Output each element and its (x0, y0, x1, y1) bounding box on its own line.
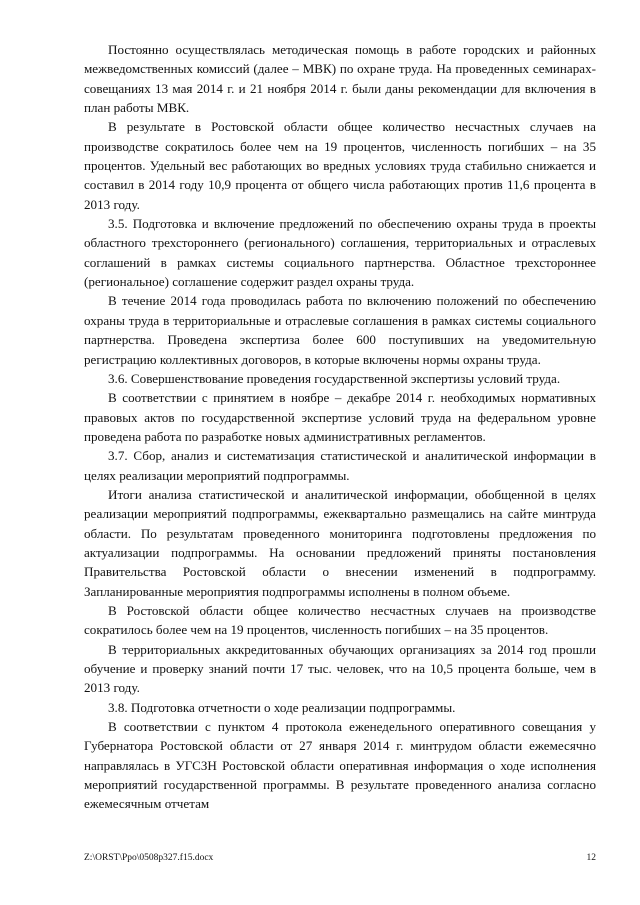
paragraph: В течение 2014 года проводилась работа по включению положений по обеспечению охраны труда в территориальные и отраслевые соглашения в рамках системы социального партнерства. Проведена экспертиза более 600 поступивших на уведомительную регистрацию коллективных договоров, в которые включены нормы охраны труда. (84, 293, 596, 367)
page-number: 12 (586, 853, 596, 863)
paragraph: В результате в Ростовской области общее количество несчастных случаев на производстве сократилось более чем на 19 процентов, численность погибших – на 35 процентов. Удельный вес работающих во вредных условиях труда стабильно снижается и составил в 2014 году 10,9 процента от общего числа работающих против 11,6 процента в 2013 году. (84, 119, 596, 212)
document-body (84, 40, 596, 814)
paragraph: Постоянно осуществлялась методическая помощь в работе городских и районных межведомственных комиссий (далее – МВК) по охране труда. На проведенных семинарах-совещаниях 13 мая 2014 г. и 21 ноября 2014 г. были даны рекомендации для включения в план работы МВК. (84, 42, 596, 116)
paragraph: В соответствии с пунктом 4 протокола еженедельного оперативного совещания у Губернатора Ростовской области от 27 января 2014 г. минтрудом области ежемесячно направлялась в УГСЗН Ростовской области оперативная информация о ходе исполнения мероприятий государственной программы. В результате проведенного анализа согласно ежемесячным отчетам (84, 719, 596, 812)
section-heading-3-8: 3.8. Подготовка отчетности о ходе реализации подпрограммы. (108, 699, 456, 715)
section-heading-3-6: 3.6. Совершенствование проведения государственной экспертизы условий труда. (108, 370, 561, 386)
file-path: Z:\ORST\Ppo\0508p327.f15.docx (84, 853, 214, 863)
paragraph: Итоги анализа статистической и аналитической информации, обобщенной в целях реализации мероприятий подпрограммы, ежеквартально размещались на сайте минтруда области. По результатам проведенного мониторинга подготовлены предложения по актуализации подпрограммы. На основании предложений приняты постановления Правительства Ростовской области о внесении изменений в подпрограмму. Запланированные мероприятия подпрограммы исполнены в полном объеме. (84, 486, 596, 599)
paragraph: В территориальных аккредитованных обучающих организациях за 2014 год прошли обучение и проверку знаний почти 17 тыс. человек, что на 10,5 процента больше, чем в 2013 году. (84, 641, 596, 696)
page-footer (84, 851, 596, 865)
paragraph: В соответствии с принятием в ноябре – декабре 2014 г. необходимых нормативных правовых актов по государственной экспертизе условий труда на федеральном уровне проведена работа по разработке новых административных регламентов. (84, 390, 596, 444)
section-heading-3-5: 3.5. Подготовка и включение предложений по обеспечению охраны труда в проекты областного трехстороннего (регионального) соглашения, территориальных и отраслевых соглашений в рамках системы социального партнерства. Областное трехстороннее (региональное) соглашение содержит раздел охраны труда. (84, 216, 596, 290)
section-heading-3-7: 3.7. Сбор, анализ и систематизация статистической и аналитической информации в целях реализации мероприятий подпрограммы. (84, 448, 596, 483)
paragraph: В Ростовской области общее количество несчастных случаев на производстве сократилось более чем на 19 процентов, численность погибших – на 35 процентов. (84, 602, 596, 638)
